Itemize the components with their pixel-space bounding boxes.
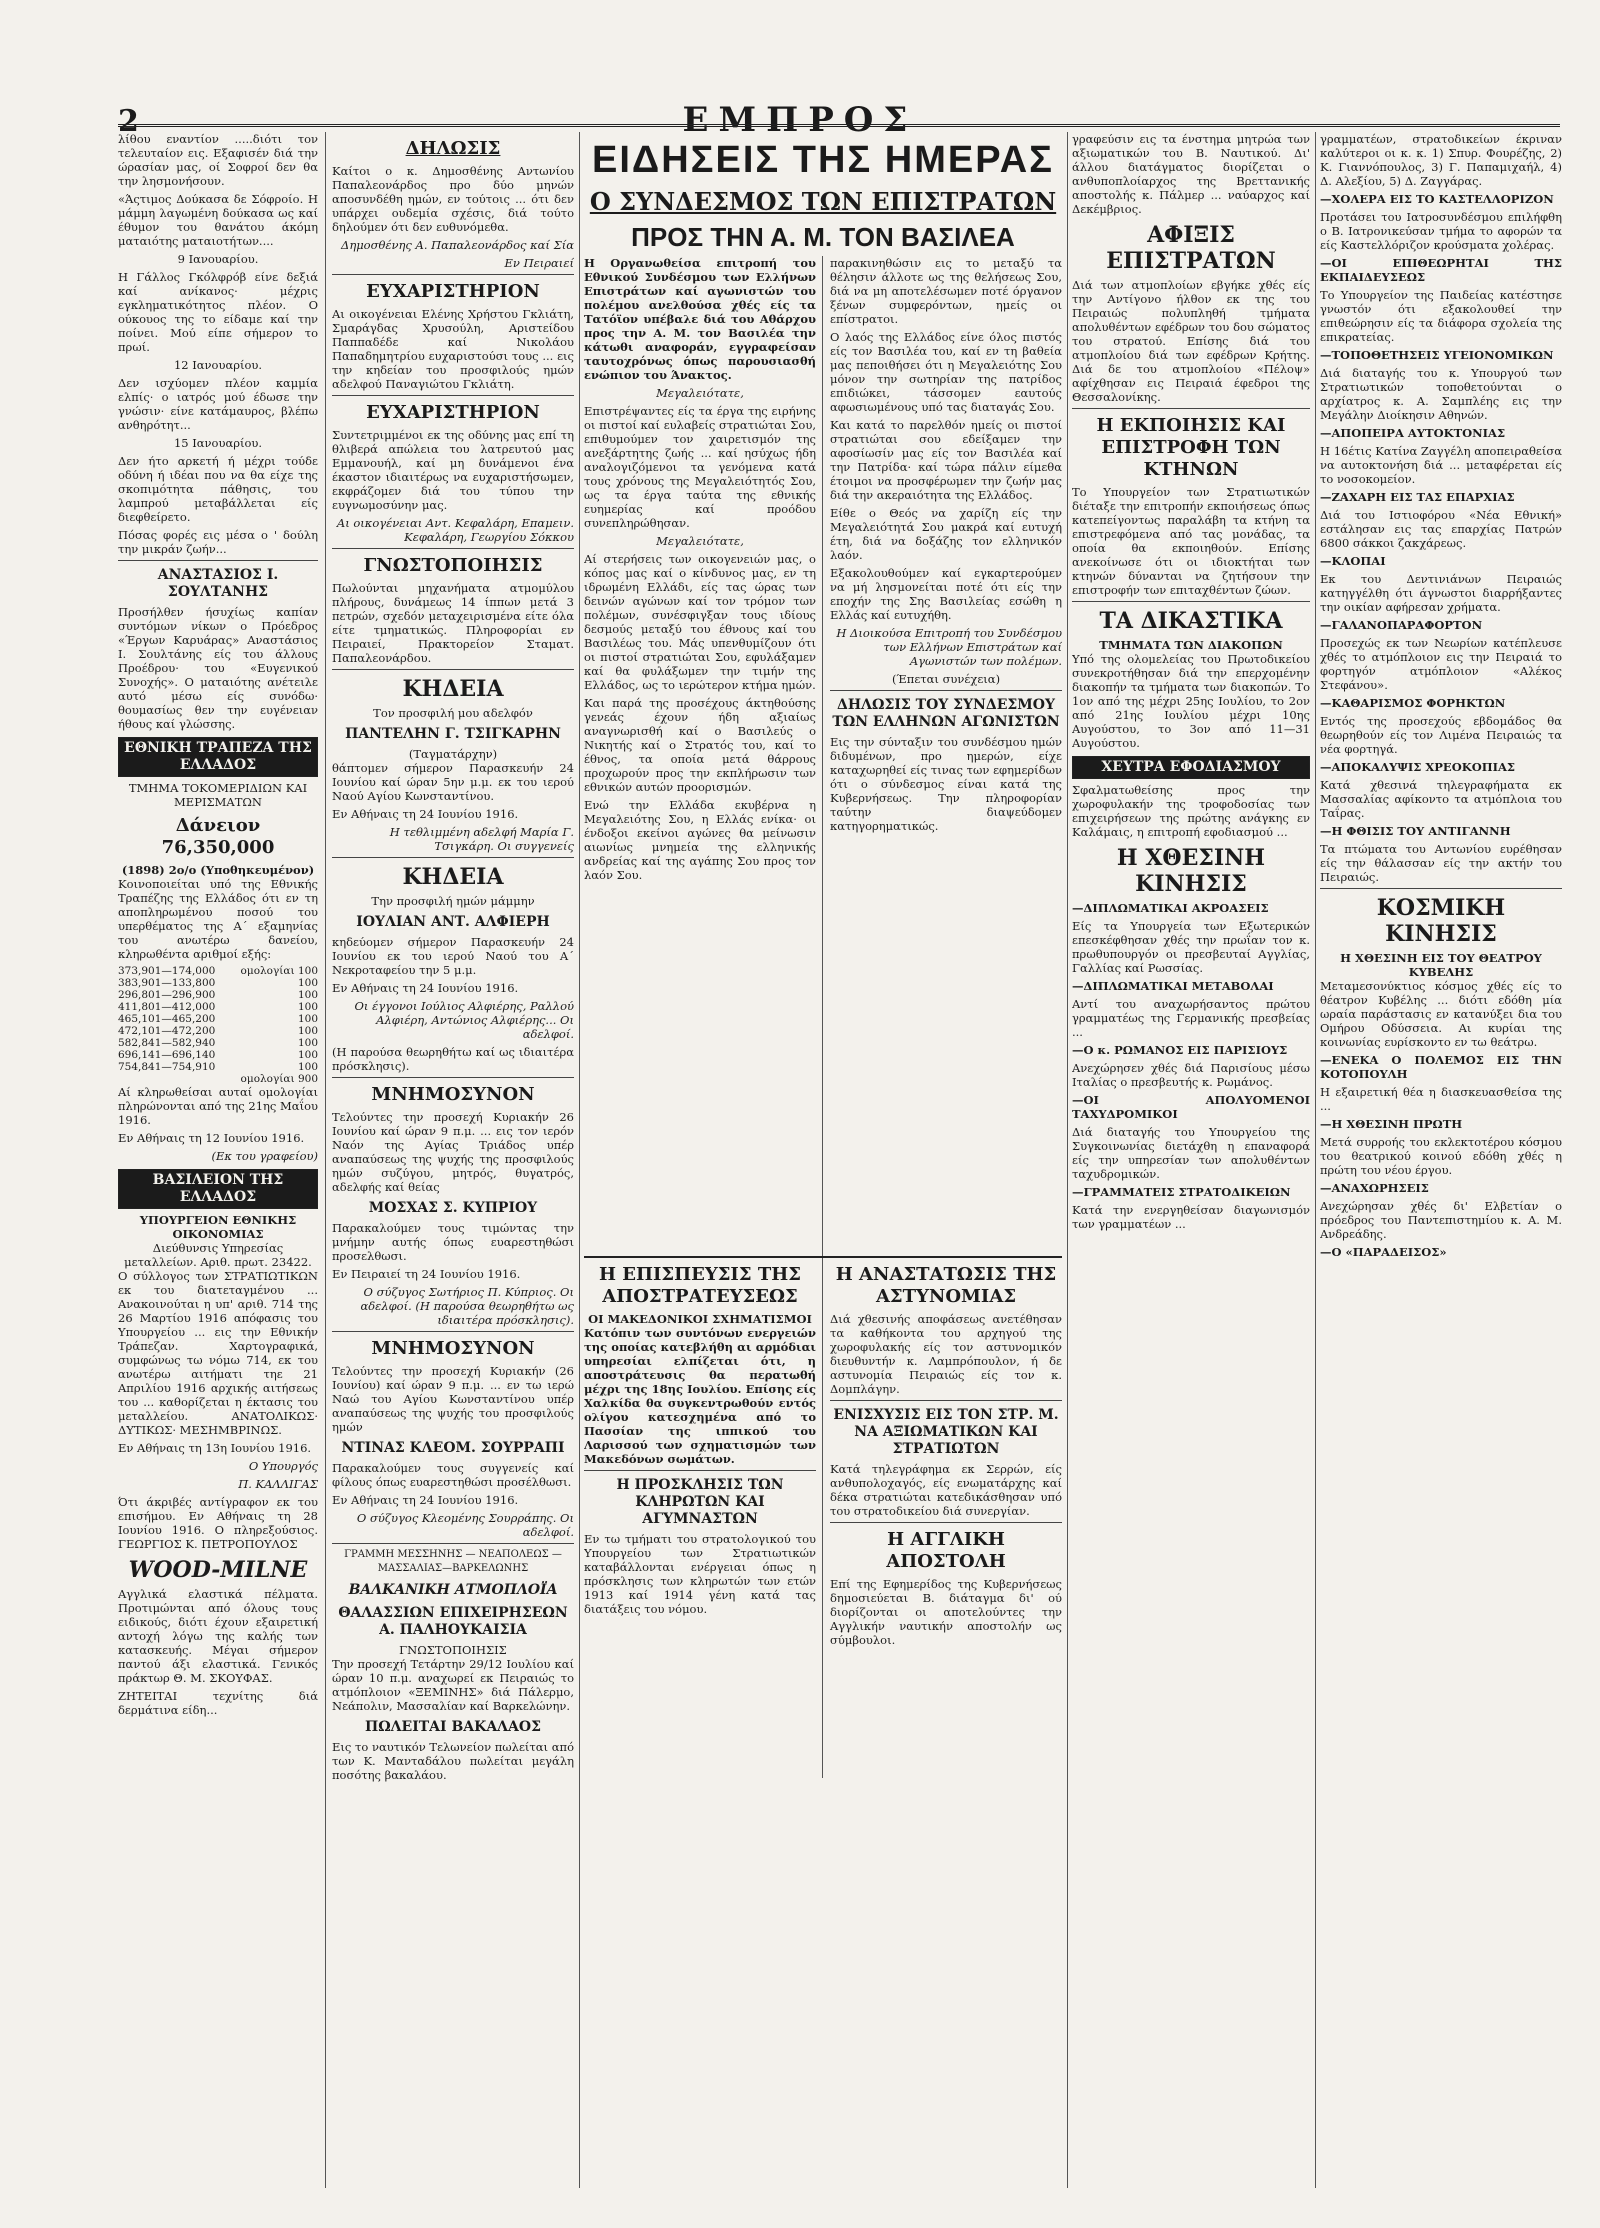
table-cell: 582,841—582,940 — [118, 1037, 216, 1049]
column-divider — [822, 256, 823, 1256]
headline: ΕΥΧΑΡΙΣΤΗΡΙΟΝ — [366, 402, 540, 423]
table-cell: 100 — [297, 1025, 318, 1037]
funeral-rank: (Ταγματάρχην) — [408, 747, 498, 761]
news-item-title: —ΟΙ ΕΠΙΘΕΩΡΗΤΑΙ ΤΗΣ ΕΚΠΑΙΔΕΥΣΕΩΣ — [1320, 256, 1562, 284]
subheading: ΤΜΗΜΑΤΑ ΤΩΝ ΔΙΑΚΟΠΩΝ — [1099, 638, 1283, 652]
column-3 — [584, 132, 1062, 2188]
table-cell: ομολογίαι — [240, 1073, 295, 1085]
headline: ΜΝΗΜΟΣΥΝΟΝ — [371, 1084, 535, 1105]
article-text: Κατά την ενεργηθείσαν διαγωνισμόν των γραμματέων ... — [1072, 1203, 1310, 1231]
article-text: Μεταμεσονύκτιος κόσμος χθές είς το θέατρον Κυβέλης ... διότι εδόθη μία ωραία παράστασις εν κατανύξει δια του Ομήρου Οδύσσεια. Αι κυρίαι της κοινωνίας ευρίσκοντο εν τω θεάτρω. — [1320, 979, 1562, 1049]
loan-year: (1898) 2ο/ο (Υποθηκευμένον) — [121, 863, 315, 877]
salutation: Μεγαλειότατε, — [656, 386, 744, 400]
article-text: Πωλούνται μηχανήματα ατμομύλου πλήρους, δυνάμεως 14 ίππων μετά 3 πετρών, σχεδόν μεταχειρισμένα είτε όλα είτε τμηματικώς. Πληροφορίαι εν Πειραιεί, Πρακτορείον Σταματ. Παπαλεονάρδου. — [332, 581, 574, 665]
lower-left — [584, 1258, 816, 1620]
subheading: ΟΙ ΜΑΚΕΔΟΝΙΚΟΙ ΣΧΗΜΑΤΙΣΜΟΙ — [588, 1312, 812, 1326]
signature: Ο Υπουργός — [248, 1459, 318, 1473]
signature: Δημοσθένης Α. Παπαλεονάρδος καί Σία — [341, 238, 574, 252]
article-text: Ο λαός της Ελλάδος είνε όλος πιστός είς τον Βασιλέα του, καί εν τη βαθεία μας πεποιθήσει ότι η Μεγαλειότης Σου μόνον την σωτηρίαν της πατρίδος επιδιώκει, τάσσομεν εαυτούς αφωσιωμένους υπό τας διαταγάς Σου. — [830, 330, 1062, 414]
signature: Ο σύζυγος Σωτήριος Π. Κύπριος. Οι αδελφοί. (Η παρούσα θεωρηθήτω ως ιδιαιτέρα πρόσκλησις). — [360, 1285, 574, 1327]
divider — [332, 1543, 574, 1544]
news-item-title: —Ο κ. ΡΩΜΑΝΟΣ ΕΙΣ ΠΑΡΙΣΙΟΥΣ — [1072, 1043, 1288, 1057]
column-1 — [118, 132, 318, 2188]
subheadline: Ο ΣΥΝΔΕΣΜΟΣ ΤΩΝ ΕΠΙΣΤΡΑΤΩΝ — [589, 187, 1057, 216]
article-text: Είς τα Υπουργεία των Εξωτερικών επεσκέφθησαν χθές την πρωΐαν τον κ. πρωθυπουργόν οι πρεσβευταί Αγγλίας, Γαλλίας καί Ρωσσίας. — [1072, 919, 1310, 975]
table-row — [118, 989, 318, 1001]
article-text: Ανεχώρησαν χθές δι' Ελβετίαν ο πρόεδρος του Παντεπιστημίου κ. Α. Μ. Ανδρεάδης. — [1320, 1199, 1562, 1241]
table-cell — [232, 1025, 295, 1037]
article-text: Ενώ την Ελλάδα εκυβέρνα η Μεγαλειότης Σου, η Ελλάς ενίκα· οι ένδοξοι εκείνοι αγώνες θα μείνωσιν αιωνίως μνημεία της ελληνικής ανδρείας καί της αγάπης Σου προς τον λαόν Σου. — [584, 798, 816, 882]
article-text: γραφεύσιν εις τα ένστημα μητρώα των αξιωματικών του Β. Ναυτικού. Δι' άλλου διατάγματος διορίζεται ο ανθυποπλοίαρχος της Βρεττανικής αποστολής κ. Πάλμερ ... ναύαρχος καί Δεκέμβριος. — [1072, 132, 1310, 216]
table-cell: 100 — [297, 989, 318, 1001]
article-text: Επιστρέψαντες είς τα έργα της ειρήνης οι πιστοί καί ευλαβείς στρατιώται Σου, επιθυμούμεν τον χαιρετισμόν της ανεξάρτητης ζωής ... καί ησύχως ήδη αναλογιζόμενοι τα γενόμενα κατά τους χρόνους της Μεγαλειότητός Σου, ως τα έργα ταύτα της εθνικής ευημερίας καί προόδου συνεπληρώθησαν. — [584, 404, 816, 530]
news-item-title: —Η ΦΘΙΣΙΣ ΤΟΥ ΑΝΤΙΓΑΝΝΗ — [1320, 824, 1511, 838]
subheading: Η ΧΘΕΣΙΝΗ ΕΙΣ ΤΟΥ ΘΕΑΤΡΟΥ ΚΥΒΕΛΗΣ — [1340, 951, 1542, 979]
article-text: Εν τω τμήματι του στρατολογικού του Υπουργείου των Στρατιωτικών καταβάλλονται ενέργειαι όπως η πρόσκλησις των κληρωτών των ετών 1913 καί 1914 γένη κατά τας διατάξεις του νόμου. — [584, 1532, 816, 1616]
article-text: Παρακαλούμεν τους τιμώντας την μνήμην αυτής όπως ευαρεστηθώσι προσελθωσι. — [332, 1221, 574, 1263]
article-text: Τα πτώματα του Αντωνίου ευρέθησαν είς την θάλασσαν είς την ακτήν του Πειραιώς. — [1320, 842, 1562, 884]
funeral-intro: Τον προσφιλή μου αδελφόν — [373, 706, 533, 720]
signature: Π. ΚΑΛΛΙΓΑΣ — [238, 1477, 318, 1491]
headline: ΤΑ ΔΙΚΑΣΤΙΚΑ — [1099, 608, 1283, 634]
table-cell: 472,101—472,200 — [118, 1025, 216, 1037]
divider — [1072, 601, 1310, 602]
article-text: Δεν ισχύομεν πλέον καμμία ελπίς· ο ιατρός μού έδωσε την γνώσιν· είνε κατάμαυρος, βλέπω ανθηρότητ... — [118, 376, 318, 432]
signature: Οι έγγονοι Ιούλιος Αλφιέρης, Ραλλού Αλφιέρη, Αντώνιος Αλφιέρης... Οι αδελφοί. — [354, 999, 574, 1041]
article-text: Εις την σύνταξιν του συνδέσμου ημών διδυμένων, προ ημερών, είχε καταχωρηθεί είς τινας των εφημερίδων ότι ο σύνδεσμος είναι κατά της Κυβερνήσεως. Την πληροφορίαν ταύτην διαψεύδομεν κατηγορηματικώς. — [830, 735, 1062, 833]
divider — [830, 690, 1062, 691]
table-cell — [118, 1073, 232, 1085]
article-text: Κατόπιν των συντόνων ενεργειών της οποίας κατεβλήθη αι αρμόδιαι υπηρεσίαι ελπίζεται ότι, η αποστράτευσις θα περατωθή μέχρι της 18ης Ιουλίου. Επίσης είς Χαλκίδα θα συγκεντρωθούν εντός ολίγου κατεσχημένα από το Πασσίαν της ιππικού του Λαρισσού των σχηματισμών των Μακεδόνων σωμάτων. — [584, 1326, 816, 1466]
headline: ΧΕΥΤΡΑ ΕΦΟΔΙΑΣΜΟΥ — [1072, 756, 1310, 779]
ad-notice: ΓΝΩΣΤΟΠΟΙΗΣΙΣ — [399, 1643, 507, 1657]
article-text: Η 16έτις Κατίνα Ζαγγέλη αποπειραθείσα να αυτοκτονήση διά ... μεταφέρεται είς το νοσοκομείον. — [1320, 444, 1562, 486]
table-cell — [232, 1013, 295, 1025]
table-cell: 296,801—296,900 — [118, 989, 216, 1001]
divider — [1072, 408, 1310, 409]
lower-right — [830, 1258, 1062, 1651]
table-cell: 754,841—754,910 — [118, 1061, 216, 1073]
column-divider — [325, 132, 326, 2188]
article-text: Αι οικογένειαι Ελένης Χρήστου Γκλιάτη, Σμαράγδας Χρυσούλη, Αριστείδου Παππαδέδε καί Νικολάου Παπαδημητρίου ευχαριστούσι τους ... εις την κηδείαν του προσφιλούς ημών αδελφού Παναγιώτου Γκλιάτη. — [332, 307, 574, 391]
article-text: Τελούντες την προσεχή Κυριακήν (26 Ιουνίου) καί ώραν 9 π.μ. ... εν τω ιερώ Ναώ του Αγίου Κωνσταντίνου υπέρ αναπαύσεως της ψυχής του προσφιλούς ημών — [332, 1364, 574, 1434]
article-text: παρακινηθώσιν εις το μεταξύ τα θέλησιν άλλοτε ως της θελήσεως Σου, διά να μη αποτελέσωμεν ποτέ όργανον ξένων συμφερόντων, ημείς οι επίστρατοι. — [830, 256, 1062, 326]
headline: ΕΝΙΣΧΥΣΙΣ ΕΙΣ ΤΟΝ ΣΤΡ. Μ. ΝΑ ΑΞΙΩΜΑΤΙΚΩΝ ΚΑΙ ΣΤΡΑΤΙΩΤΩΝ — [833, 1407, 1059, 1457]
article-text: ΖΗΤΕΙΤΑΙ τεχνίτης διά δερμάτινα είδη... — [118, 1689, 318, 1717]
headline: ΚΗΔΕΙΑ — [402, 864, 504, 890]
headline: ΔΗΛΩΣΙΣ ΤΟΥ ΣΥΝΔΕΣΜΟΥ ΤΩΝ ΕΛΛΗΝΩΝ ΑΓΩΝΙΣΤΩΝ — [832, 697, 1060, 730]
divider — [332, 857, 574, 858]
diary-date: 12 Ιανουαρίου. — [173, 358, 263, 372]
article-text: Σφαλματωθείσης προς την χωροφυλακήν της τροφοδοσίας των επιχειρήσεων της πρώτης ανάγκης εν Καλάμαις, η επιτροπή εφοδιασμού ... — [1072, 783, 1310, 839]
article-text: Η εξαιρετική θέα η διασκευασθείσα της ... — [1320, 1085, 1562, 1113]
subheadline: ΠΡΟΣ ΤΗΝ Α. Μ. ΤΟΝ ΒΑΣΙΛΕΑ — [631, 222, 1015, 252]
signature: Η Διοικούσα Επιτροπή του Συνδέσμου των Ελλήνων Επιστράτων καί Αγωνιστών των πολέμων. — [836, 626, 1062, 668]
bond-table — [118, 965, 318, 1085]
article-text: Την προσεχή Τετάρτην 29/12 Ιουλίου καί ώραν 10 π.μ. αναχωρεί εκ Πειραιώς το ατμόπλοιον «ΞΕΜΙΝΗΣ» διά Πάλερμο, Νεάπολιν, Μασσαλίαν καί Βαρκελώνην. — [332, 1657, 574, 1713]
salutation: Μεγαλειότατε, — [656, 534, 744, 548]
lead-article-left — [584, 256, 816, 886]
masthead-rule — [118, 124, 1560, 127]
article-text: Κατά τηλεγράφημα εκ Σερρών, είς ανθυπολοχαγός, είς ενωματάρχης καί δέκα στρατιώται κατεδικάσθησαν υπό του στρατοδικείου διά συνεργίαν. — [830, 1462, 1062, 1518]
notice-date: Εν Πειραιεί τη 24 Ιουνίου 1916. — [332, 1267, 521, 1281]
article-text: Τελούντες την προσεχή Κυριακήν 26 Ιουνίου καί ώραν 9 π.μ. ... εις τον ιερόν Ναόν της Αγίας Τριάδος υπέρ αναπαύσεως της ψυχής της προσφιλούς ημών συζύγου, μητρός, θυγατρός, αδελφής καί θείας — [332, 1110, 574, 1194]
column-divider — [1315, 132, 1316, 2188]
divider — [830, 1522, 1062, 1523]
lead-article-right — [830, 256, 1062, 837]
page-number: 2 — [118, 104, 139, 139]
newspaper-name: ΕΜΠΡΟΣ — [682, 100, 918, 140]
table-cell: 465,101—465,200 — [118, 1013, 216, 1025]
headline: ΑΦΙΞΙΣ ΕΠΙΣΤΡΑΤΩΝ — [1106, 222, 1276, 274]
masthead — [0, 0, 1600, 140]
headline: ΜΝΗΜΟΣΥΝΟΝ — [371, 1338, 535, 1359]
headline: Η ΠΡΟΣΚΛΗΣΙΣ ΤΩΝ ΚΛΗΡΩΤΩΝ ΚΑΙ ΑΓΥΜΝΑΣΤΩΝ — [616, 1477, 784, 1527]
article-text: Εις το ναυτικόν Τελωνείον πωλείται από των Κ. Μανταδάλου πωλείται μεγάλη ποσότης βακαλάου. — [332, 1740, 574, 1782]
news-item-title: —ΔΙΠΛΩΜΑΤΙΚΑΙ ΜΕΤΑΒΟΛΑΙ — [1072, 979, 1274, 993]
headline: ΠΩΛΕΙΤΑΙ ΒΑΚΑΛΑΟΣ — [364, 1719, 541, 1735]
news-item-title: —ΚΛΟΠΑΙ — [1320, 554, 1386, 568]
continuation: (Έπεται συνέχεια) — [891, 672, 1001, 686]
headline: Η ΑΝΑΣΤΑΤΩΣΙΣ ΤΗΣ ΑΣΤΥΝΟΜΙΑΣ — [835, 1264, 1057, 1307]
loan-title: Δάνειον 76,350,000 — [161, 815, 275, 858]
table-cell: 100 — [297, 965, 318, 977]
headline: ΔΗΛΩΣΙΣ — [405, 138, 501, 159]
article-text: Η Γάλλος Γκόλφρόβ είνε δεξιά καί ανίκανος· μέχρις εγκληματικότητος πλέον. Ο ούκουος της το είδαμε καί την ποίνει. Μού είπε σήμερον το πρωί. — [118, 270, 318, 354]
article-text: Διά διαταγής του Υπουργείου της Συγκοινωνίας διετάχθη η επαναφορά είς την υπηρεσίαν των απολυθέντων ταχυδρομικών. — [1072, 1125, 1310, 1181]
table-cell — [232, 977, 295, 989]
article-text: Κοινοποιείται υπό της Εθνικής Τραπέζης της Ελλάδος ότι εν τη αποπληρωμένου ποσού του υπερθέματος της Α΄ εξαμηνίας του ανωτέρω δανείου, κληρωθέντα αριθμοί εξής: — [118, 877, 318, 961]
diary-date: 9 Ιανουαρίου. — [177, 252, 259, 266]
news-item-title: —Ο «ΠΑΡΑΔΕΙΣΟΣ» — [1320, 1245, 1447, 1259]
table-cell: 373,901—174,000 — [118, 965, 216, 977]
headline: ΕΘΝΙΚΗ ΤΡΑΠΕΖΑ ΤΗΣ ΕΛΛΑΔΟΣ — [118, 737, 318, 777]
table-cell — [232, 1049, 295, 1061]
news-item-title: —ΟΙ ΑΠΟΛΥΟΜΕΝΟΙ ΤΑΧΥΔΡΟΜΙΚΟΙ — [1072, 1093, 1310, 1121]
article-text: Μετά συρροής του εκλεκτοτέρου κόσμου του θεατρικού κοινού εδόθη χθές η πρώτη του νέου έργου. — [1320, 1135, 1562, 1177]
news-item-title: —ΤΟΠΟΘΕΤΗΣΕΙΣ ΥΓΕΙΟΝΟΜΙΚΩΝ — [1320, 348, 1554, 362]
article-text: κηδεύομεν σήμερον Παρασκευήν 24 Ιουνίου εκ του ιερού Ναού του Α΄ Νεκροταφείου την 5 μ.μ. — [332, 935, 574, 977]
divider — [584, 1470, 816, 1471]
table-row — [118, 1061, 318, 1073]
column-divider — [822, 1258, 823, 1778]
article-text: Παρακαλούμεν τους συγγενείς καί φίλους όπως ευαρεστηθώσι προσέλθωσι. — [332, 1461, 574, 1489]
article-text: Ανεχώρησεν χθές διά Παρισίους μέσω Ιταλίας ο πρεσβευτής κ. Ρωμάνος. — [1072, 1061, 1310, 1089]
subheading: ΤΜΗΜΑ ΤΟΚΟΜΕΡΙΔΙΩΝ ΚΑΙ ΜΕΡΙΣΜΑΤΩΝ — [128, 781, 308, 809]
signature: (Εκ του γραφείου) — [211, 1149, 318, 1163]
article-text: Καίτοι ο κ. Δημοσθένης Αντωνίου Παπαλεονάρδος προ δύο μηνών αποσυνδέθη ημών, εν τούτοις ... ότι δεν υπάρχει ουδεμία σχέσις, διά τούτο δηλούμεν ότι δεν ευθυνόμεθα. — [332, 164, 574, 234]
ad-headline: ΒΑΛΚΑΝΙΚΗ ΑΤΜΟΠΛΟΪΑ — [348, 1582, 558, 1598]
table-row — [118, 1001, 318, 1013]
funeral-name: ΙΟΥΛΙΑΝ ΑΝΤ. ΑΛΦΙΕΡΗ — [356, 914, 550, 930]
article-text: Είθε ο Θεός να χαρίζη είς την Μεγαλειότητά Σου μακρά καί ευτυχή έτη, διά να δοξάζης τον ελληνικόν λαόν. — [830, 506, 1062, 562]
diary-date: 15 Ιανουαρίου. — [173, 436, 263, 450]
article-text: Και παρά της προσέχους άκτηθούσης γενεάς έχουν ήδη αξιαίως αναγνωρισθή καί ο Βασιλεύς ο Νικητής καί ο Στρατός του, καί το έθνος, τα οποία μετά θάρρους προχωρούν προς την εκπλήρωσιν των εθνικών αυτών προορισμών. — [584, 696, 816, 794]
table-row — [118, 1049, 318, 1061]
divider — [332, 274, 574, 275]
table-row — [118, 1073, 318, 1085]
table-cell: ομολογίαι — [240, 965, 295, 977]
news-item-title: —ΔΙΠΛΩΜΑΤΙΚΑΙ ΑΚΡΟΑΣΕΙΣ — [1072, 901, 1269, 915]
news-item-title: —ΚΑΘΑΡΙΣΜΟΣ ΦΟΡΗΚΤΩΝ — [1320, 696, 1506, 710]
main-headline: ΕΙΔΗΣΕΙΣ ΤΗΣ ΗΜΕΡΑΣ — [592, 139, 1054, 181]
article-text: λίθου εναντίον .....διότι τον τελευταίον εις. Εξαφισέν διά την ώρασίαν μας, οί Σοφροί δεν θα την λησμονήσουν. — [118, 132, 318, 188]
memorial-name: ΜΟΣΧΑΣ Σ. ΚΥΠΡΙΟΥ — [368, 1200, 538, 1216]
divider — [332, 548, 574, 549]
article-text: Η Οργανωθείσα επιτροπή του Εθνικού Συνδέσμου των Ελλήνων Επιστράτων καί αγωνιστών του πολέμου ανελθούσα χθές είς τα Τατόϊον υπέβαλε διά του Αθάρχου προς την Α. Μ. τον Βασιλέα την κάτωθι αναφοράν, εγγραφείσαν ταυτοχρόνως όπως παρουσιασθή ενώπιον του Άνακτος. — [584, 256, 816, 382]
divider — [332, 395, 574, 396]
news-item-title: —ΖΑΧΑΡΗ ΕΙΣ ΤΑΣ ΕΠΑΡΧΙΑΣ — [1320, 490, 1515, 504]
table-cell: 100 — [297, 1049, 318, 1061]
notice-date: Εν Αθήναις τη 24 Ιουνίου 1916. — [332, 1493, 519, 1507]
article-text: Αί στερήσεις των οικογενειών μας, ο κόπος μας καί ο κίνδυνος μας, εν τη ιδρωμένη Ελλάδι, είς τας ώρας των δεινών αγώνων καί τον τρόμον των πολέμων, συνέσφιγξαν τους ιδίους δεσμούς μεταξύ του έθνους καί του Βασιλέως του. Μάς υπενθυμίζουν ότι οι πιστοί στρατιώται Σου, εφυλάξαμεν καί θα φυλάξωμεν την τιμήν της Ελλάδος, ως το ιερώτερον κτήμα ημών. — [584, 552, 816, 692]
table-row — [118, 1025, 318, 1037]
article-text: Το Υπουργείον των Στρατιωτικών διέταξε την επιτροπήν εκποιήσεως όπως κατεπείγοντως παραλάβη τα κτήνη τα επιστρεφόμενα από τας μονάδας, τα οποία θα εκποιηθούν. Επίσης ανεκοίνωσε ότι οι ιδιοκτήται των κτηνών δύνανται να ζητήσουν την επιστροφήν των επιταχθέντων ζώων. — [1072, 485, 1310, 597]
news-item-title: —ΓΡΑΜΜΑΤΕΙΣ ΣΤΡΑΤΟΔΙΚΕΙΩΝ — [1072, 1185, 1291, 1199]
table-cell: 696,141—696,140 — [118, 1049, 216, 1061]
headline: Η ΕΚΠΟΙΗΣΙΣ ΚΑΙ ΕΠΙΣΤΡΟΦΗ ΤΩΝ ΚΤΗΝΩΝ — [1096, 415, 1286, 480]
article-text: Επί της Εφημερίδος της Κυβερνήσεως δημοσιεύεται Β. διάταγμα δι' ού διορίζονται οι αποτελούντες την Αγγλικήν ναυτικήν αποστολήν ως σύμβουλοι. — [830, 1577, 1062, 1647]
column-5 — [1320, 132, 1562, 2188]
article-text: Υπό της ολομελείας του Πρωτοδικείου συνεκροτήθησαν διά την επερχομένην διακοπήν τα τμήματα των διακοπών. Το 1ον από της μέχρι 25ης Ιουλίου, το 2ον από 21ης Ιουλίου μέχρι 10ης Αυγούστου, το 3ον από 11—31 Αυγούστου. — [1072, 652, 1310, 750]
table-row — [118, 1037, 318, 1049]
divider — [332, 1077, 574, 1078]
news-item-title: —ΑΠΟΚΑΛΥΨΙΣ ΧΡΕΟΚΟΠΙΑΣ — [1320, 760, 1516, 774]
headline: Η ΑΓΓΛΙΚΗ ΑΠΟΣΤΟΛΗ — [886, 1529, 1006, 1572]
article-text: «Άςτιμος Δούκασα δε Σόφροίο. Η μάμμη λαγωμένη δούκασα ως καί έθυμον του θανάτου άκόμη ματαιότης ματαιοτήτων.... — [118, 192, 318, 248]
article-text: (Η παρούσα θεωρηθήτω καί ως ιδιαιτέρα πρόσκλησις). — [332, 1045, 574, 1073]
headline: Η ΕΠΙΣΠΕΥΣΙΣ ΤΗΣ ΑΠΟΣΤΡΑΤΕΥΣΕΩΣ — [599, 1264, 801, 1307]
headline: ΑΝΑΣΤΑΣΙΟΣ Ι. ΣΟΥΛΤΑΝΗΣ — [157, 567, 279, 600]
table-row — [118, 965, 318, 977]
table-cell — [232, 989, 295, 1001]
funeral-name: ΠΑΝΤΕΛΗΝ Γ. ΤΣΙΓΚΑΡΗΝ — [345, 726, 561, 742]
table-cell: 100 — [297, 1013, 318, 1025]
article-text: Πόσας φορές εις μέσα ο ' δούλη την μικράν ζωήν... — [118, 528, 318, 556]
subheading: ΥΠΟΥΡΓΕΙΟΝ ΕΘΝΙΚΗΣ ΟΙΚΟΝΟΜΙΑΣ — [139, 1213, 297, 1241]
lead-article — [584, 256, 1062, 1256]
article-text: Προτάσει του Ιατροσυνδέσμου επιλήφθη ο Β. Ιατρονικεύσαν τμήμα το αφορών τα είς Καστελλόριζον κρούσματα χολέρας. — [1320, 210, 1562, 252]
subheading: Διεύθυνσις Υπηρεσίας μεταλλείων. Αριθ. πρωτ. 23422. — [124, 1241, 312, 1269]
signature: Ο σύζυγος Κλεομένης Σουρράπης. Οι αδελφοί. — [356, 1511, 574, 1539]
article-text: Αγγλικά ελαστικά πέλματα. Προτιμώνται από όλους τους ειδικούς, διότι έχουν εξαιρετική αντοχή λόγω της καλής των κατασκευής. Μέγαι σήμερον παντού άξι ελαστικά. Γενικός πράκτωρ Θ. Μ. ΣΚΟΥΦΑΣ. — [118, 1587, 318, 1685]
route-line: ΓΡΑΜΜΗ ΜΕΣΣΗΝΗΣ — ΝΕΑΠΟΛΕΩΣ — ΜΑΣΣΑΛΙΑΣ—ΒΑΡΚΕΛΩΝΗΣ — [344, 1549, 562, 1574]
headline: ΒΑΣΙΛΕΙΟΝ ΤΗΣ ΕΛΛΑΔΟΣ — [118, 1169, 318, 1209]
news-item-title: —ΑΝΑΧΩΡΗΣΕΙΣ — [1320, 1181, 1429, 1195]
divider — [332, 669, 574, 670]
article-text: Διά διαταγής του κ. Υπουργού των Στρατιωτικών τοποθετούνται ο αρχίατρος κ. Α. Σαμπλέης εις την Μεγάλην Διοίκησιν Αθηνών. — [1320, 366, 1562, 422]
news-item-title: —ΧΟΛΕΡΑ ΕΙΣ ΤΟ ΚΑΣΤΕΛΛΟΡΙΖΟΝ — [1320, 192, 1554, 206]
column-divider — [579, 132, 580, 2188]
lower-articles — [584, 1256, 1062, 1778]
memorial-name: ΝΤΙΝΑΣ ΚΛΕΟΜ. ΣΟΥΡΡΑΠΙ — [341, 1440, 565, 1456]
table-cell: 900 — [297, 1073, 318, 1085]
article-text: γραμματέων, στρατοδικείων έκριναν καλύτεροι οι κ. κ. 1) Σπυρ. Φουρέζης, 2) Κ. Γιαννόπουλος, 3) Γ. Παπαμιχαήλ, 4) Δ. Αλεξίου, 5) Δ. Ζαγγάρας. — [1320, 132, 1562, 188]
table-cell: 100 — [297, 1061, 318, 1073]
divider — [1320, 888, 1562, 889]
article-text: Αί κληρωθείσαι αυταί ομολογίαι πληρώνονται από της 21ης Μαΐου 1916. — [118, 1085, 318, 1127]
table-cell: 383,901—133,800 — [118, 977, 216, 989]
table-row — [118, 977, 318, 989]
signature: Η τεθλιμμένη αδελφή Μαρία Γ. Τσιγκάρη. Οι συγγενείς — [389, 825, 574, 853]
news-item-title: —Η ΧΘΕΣΙΝΗ ΠΡΩΤΗ — [1320, 1117, 1463, 1131]
column-2 — [332, 132, 574, 2188]
table-cell: 100 — [297, 977, 318, 989]
table-cell — [232, 1061, 295, 1073]
table-cell: 100 — [297, 1001, 318, 1013]
divider — [830, 1400, 1062, 1401]
signature: Εν Πειραιεί — [504, 256, 574, 270]
article-text: Ότι άκριβές αντίγραφον εκ του επισήμου. Εν Αθήναις τη 28 Ιουνίου 1916. Ο πληρεξούσιος. ΓΕΩΡΓΙΟΣ Κ. ΠΕΤΡΟΠΟΥΛΟΣ — [118, 1495, 318, 1551]
article-text: Δεν ήτο αρκετή ή μέχρι τούδε οδύνη ή ιδέαι που να θα είχε της σκοπιμότητα πάθησις, του λαμπρού μεταβάλλεται είς διεφθείρετο. — [118, 454, 318, 524]
notice-date: Εν Αθήναις τη 13η Ιουνίου 1916. — [118, 1441, 312, 1455]
article-text: Και κατά το παρελθόν ημείς οι πιστοί στρατιώται σου εδείξαμεν την αφοσίωσίν μας είς τον Βασιλέα καί την Πατρίδα· καί τώρα πάλιν είμεθα έτοιμοι να προσφέρωμεν την ζωήν μας διά την ακεραιότητα της Ελλάδος. — [830, 418, 1062, 502]
signature: Αι οικογένειαι Αντ. Κεφαλάρη, Επαμειν. Κεφαλάρη, Γεωργίου Σόκκου — [336, 516, 574, 544]
funeral-intro: Την προσφιλή ημών μάμμην — [371, 894, 535, 908]
table-cell — [232, 1037, 295, 1049]
article-text: Εντός της προσεχούς εβδομάδος θα θεωρηθούν είς τον Λιμένα Πειραιώς τα νέα φορτηγά. — [1320, 714, 1562, 756]
headline: ΚΗΔΕΙΑ — [402, 676, 504, 702]
ad-headline: WOOD-MILNE — [128, 1557, 308, 1583]
article-text: Εκ του Δεντινιάνων Πειραιώς κατηγγέλθη ότι άγνωστοι διαρρήξαντες την οικίαν αφήρεσαν χρήματα. — [1320, 572, 1562, 614]
table-cell: 100 — [297, 1037, 318, 1049]
table-cell — [232, 1001, 295, 1013]
article-text: Προσεχώς εκ των Νεωρίων κατέπλευσε χθές το ατμόπλοιον εις την Πειραιά το φορτηγόν ατμόπλοιον «Αλέκος Στεφάνου». — [1320, 636, 1562, 692]
table-cell: 411,801—412,000 — [118, 1001, 216, 1013]
notice-date: Εν Αθήναις τη 24 Ιουνίου 1916. — [332, 807, 519, 821]
article-text: Κατά χθεσινά τηλεγραφήματα εκ Μασσαλίας αφίκοντο τα ατμόπλοια του Ταΐρας. — [1320, 778, 1562, 820]
news-item-title: —ΑΠΟΠΕΙΡΑ ΑΥΤΟΚΤΟΝΙΑΣ — [1320, 426, 1506, 440]
article-text: θάπτομεν σήμερον Παρασκευήν 24 Ιουνίου καί ώραν 5ην μ.μ. εκ του ιερού Ναού Αγίου Κωνσταντίνου. — [332, 761, 574, 803]
divider — [118, 560, 318, 561]
article-text: Διά των ατμοπλοίων εβγήκε χθές είς την Αντίγονο ήλθον εκ της του Πειραιώς πολυπληθή τμήματα απολυθέντων εφέδρων του δου σώματος του στρατού. Επίσης διά του ατμοπλοίου διά των εφέδρων Κρήτης. Διά δε του ατμοπλοίου «Πέλοψ» αφίχθησαν εις Πειραιά έφεδροι της Θεσσαλονίκης. — [1072, 278, 1310, 404]
ad-subheading: ΘΑΛΑΣΣΙΩΝ ΕΠΙΧΕΙΡΗΣΕΩΝ Α. ΠΑΛΗΟΥΚΑΙΣΙΑ — [338, 1605, 568, 1638]
article-text: Διά χθεσινής αποφάσεως ανετέθησαν τα καθήκοντα του αρχηγού της χωροφυλακής είς τον αστυνομικόν διευθυντήν κ. Λαμπρόπουλον, ή δε αστυνομία Πειραιώς είς τον κ. Δομπλάγην. — [830, 1312, 1062, 1396]
notice-date: Εν Αθήναις τη 12 Ιουνίου 1916. — [118, 1131, 305, 1145]
headline: ΓΝΩΣΤΟΠΟΙΗΣΙΣ — [363, 555, 543, 576]
column-4 — [1072, 132, 1310, 2188]
article-text: Συντετριμμένοι εκ της οδύνης μας επί τη θλιβερά απώλεια του λατρευτού μας Εμμανουήλ, καί μη δυνάμενοι ένα έκαστον ιδιαιτέρως να ευχαριστήσωμεν, εκφράζομεν διά του τύπου την ευγνωμοσύνην μας. — [332, 428, 574, 512]
notice-date: Εν Αθήναις τη 24 Ιουνίου 1916. — [332, 981, 519, 995]
headline: ΕΥΧΑΡΙΣΤΗΡΙΟΝ — [366, 281, 540, 302]
column-divider — [1067, 132, 1068, 2188]
divider — [332, 1331, 574, 1332]
news-item-title: —ΓΑΛΑΝΟΠΑΡΑΦΟΡΤΟΝ — [1320, 618, 1483, 632]
headline: Η ΧΘΕΣΙΝΗ ΚΙΝΗΣΙΣ — [1116, 845, 1266, 897]
article-text: Διά του Ιστιοφόρου «Νέα Εθνική» εστάλησαν εις τας επαρχίας Πατρών 6800 σάκκοι ζακχάρεως. — [1320, 508, 1562, 550]
table-row — [118, 1013, 318, 1025]
news-item-title: —ΕΝΕΚΑ Ο ΠΟΛΕΜΟΣ ΕΙΣ ΤΗΝ ΚΟΤΟΠΟΥΛΗ — [1320, 1053, 1562, 1081]
article-text: Ο σύλλογος των ΣΤΡΑΤΙΩΤΙΚΩΝ εκ του διατεταγμένου ... Ανακοινούται η υπ' αριθ. 714 της 26 Μαρτίου 1916 απόφασις του Υπουργείου ... εις την Εθνικήν Τράπεζαν. Χαρτογραφικά, συμφώνως τω νόμω 714, εκ του ανωτέρω αιτήματι τηε 21 Απριλίου 1916 αρχικής αιτήσεως του ... καθορίζεται η έκτασις του μεταλλείου. ΑΝΑΤΟΛΙΚΩΣ· ΔΥΤΙΚΩΣ· ΜΕΣΗΜΒΡΙΝΩΣ. — [118, 1269, 318, 1437]
article-text: Αντί του αναχωρήσαντος πρώτου γραμματέως της Γερμανικής πρεσβείας ... — [1072, 997, 1310, 1039]
headline: ΚΟΣΜΙΚΗ ΚΙΝΗΣΙΣ — [1376, 895, 1506, 947]
article-text: Εξακολουθούμεν καί εγκαρτερούμεν να μή λησμονείται ποτέ ότι είς την εποχήν της Σης Βασιλείας εσώθη η Ελλάς καί ευτυχήθη. — [830, 566, 1062, 622]
article-text: Το Υπουργείον της Παιδείας κατέστησε γνωστόν ότι εξακολουθεί την επιθεώρησιν είς τα διάφορα σχολεία της επικρατείας. — [1320, 288, 1562, 344]
article-text: Προσήλθεν ήσυχίως καπίαν συντόμων νίκων ο Πρόεδρος «Έργων Καρυάρας» Αναστάσιος Ι. Σουλτάνης είς του άλλους Προέδρου· του «Ευγενικού Συνοχής». Ο ματαιότης ανέτειλε αυτό μέσω είς συνόδω· θουμασίως θεν την ευγένειαν ήθους καί γλώσσης. — [118, 605, 318, 731]
